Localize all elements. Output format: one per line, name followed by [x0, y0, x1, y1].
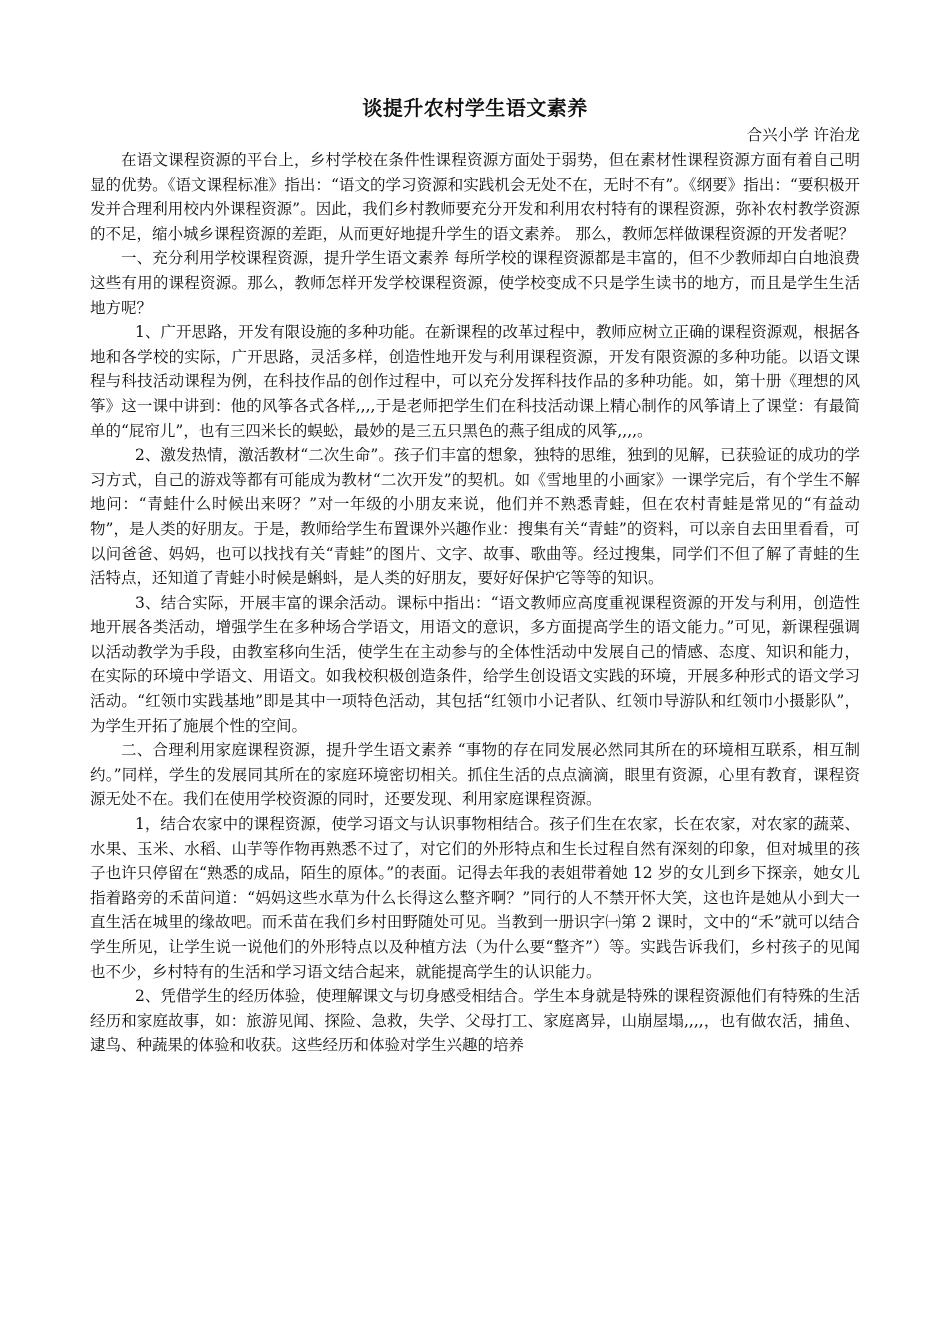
paragraph-section-one: 一、充分利用学校课程资源，提升学生语文素养 每所学校的课程资源都是丰富的，但不少教师却白白地浪费这些有用的课程资源。那么，教师怎样开发学校课程资源，使学校变成不只是学生读书的地方，而且是学生生活地方呢？	[90, 249, 860, 317]
document-page	[90, 94, 860, 1058]
paragraph-section-two: 二、合理利用家庭课程资源，提升学生语文素养 “事物的存在同发展必然同其所在的环境相互联系，相互制约。”同样，学生的发展同其所在的家庭环境密切相关。抓住生活的点点滴滴，眼里有资源，心里有教育，课程资源无处不在。我们在使用学校资源的同时，还要发现、利用家庭课程资源。	[90, 741, 860, 809]
paragraph-intro: 在语文课程资源的平台上，乡村学校在条件性课程资源方面处于弱势，但在素材性课程资源方面有着自己明显的优势。《语文课程标准》指出：“语文的学习资源和实践机会无处不在，无时不有”。《纲要》指出：“要积极开发并合理利用校内外课程资源”。因此，我们乡村教师要充分开发和利用农村特有的课程资源，弥补农村教学资源的不足，缩小城乡课程资源的差距，从而更好地提升学生的语文素养。 那么，教师怎样做课程资源的开发者呢？	[90, 151, 860, 243]
paragraph-section-one-point-3: 3、结合实际，开展丰富的课余活动。课标中指出：“语文教师应高度重视课程资源的开发与利用，创造性地开展各类活动，增强学生在多种场合学语文，用语文的意识，多方面提高学生的语文能力。”可见，新课程强调以活动教学为手段，由教室移向生活，使学生在主动参与的全体性活动中发展自己的情感、态度、知识和能力，在实际的环境中学语文、用语文。如我校积极创造条件，给学生创设语文实践的环境，开展多种形式的语文学习活动。“红领巾实践基地”即是其中一项特色活动，其包括“红领巾小记者队、红领巾导游队和红领巾小摄影队”，为学生开拓了施展个性的空间。	[90, 593, 860, 735]
document-title: 谈提升农村学生语文素养	[362, 96, 588, 120]
document-author: 合兴小学 许治龙	[746, 126, 860, 144]
paragraph-section-two-point-2: 2、凭借学生的经历体验，使理解课文与切身感受相结合。学生本身就是特殊的课程资源他们有特殊的生活经历和家庭故事，如：旅游见闻、探险、急救，失学、父母打工、家庭离异，山崩屋塌,,,,，也有做农活，捕鱼、逮鸟、种蔬果的体验和收获。这些经历和体验对学生兴趣的培养	[90, 987, 860, 1055]
paragraph-section-two-point-1: 1，结合农家中的课程资源，使学习语文与认识事物相结合。孩子们生在农家，长在农家，对农家的蔬菜、水果、玉米、水稻、山芋等作物再熟悉不过了，对它们的外形特点和生长过程自然有深刻的印象，但对城里的孩子也许只停留在“熟悉的成品，陌生的原体。”的表面。记得去年我的表姐带着她 12 岁的女儿到乡下探亲，她女儿指着路旁的禾苗问道：“妈妈这些水草为什么长得这么整齐啊？”同行的人不禁开怀大笑，这也许是她从小到大一直生活在城里的缘故吧。而禾苗在我们乡村田野随处可见。当教到一册识字㈠第 2 课时，文中的“禾”就可以结合学生所见，让学生说一说他们的外形特点以及种植方法（为什么要“整齐”）等。实践告诉我们，乡村孩子的见闻也不少，乡村特有的生活和学习语文结合起来，就能提高学生的认识能力。	[90, 815, 860, 981]
paragraph-section-one-point-1: 1、广开思路，开发有限设施的多种功能。在新课程的改革过程中，教师应树立正确的课程资源观，根据各地和各学校的实际，广开思路，灵活多样，创造性地开发与利用课程资源，开发有限资源的多种功能。以语文课程与科技活动课程为例，在科技作品的创作过程中，可以充分发挥科技作品的多种功能。如，第十册《理想的风筝》这一课中讲到：他的风筝各式各样,,,,于是老师把学生们在科技活动课上精心制作的风筝请上了课堂：有最简单的“屁帘儿”，也有三四米长的蜈蚣，最妙的是三五只黑色的燕子组成的风筝,,,,。	[90, 323, 860, 440]
paragraph-section-one-point-2: 2、激发热情，激活教材“二次生命”。孩子们丰富的想象，独特的思维，独到的见解，已获验证的成功的学习方式，自己的游戏等都有可能成为教材“二次开发”的契机。如《雪地里的小画家》一课学完后，有个学生不解地问：“青蛙什么时候出来呀？”对一年级的小朋友来说，他们并不熟悉青蛙，但在农村青蛙是常见的“有益动物”，是人类的好朋友。于是，教师给学生布置课外兴趣作业：搜集有关“青蛙”的资料，可以亲自去田里看看，可以问爸爸、妈妈，也可以找找有关“青蛙”的图片、文字、故事、歌曲等。经过搜集，同学们不但了解了青蛙的生活特点，还知道了青蛙小时候是蝌蚪，是人类的好朋友，要好好保护它等等的知识。	[90, 446, 860, 588]
